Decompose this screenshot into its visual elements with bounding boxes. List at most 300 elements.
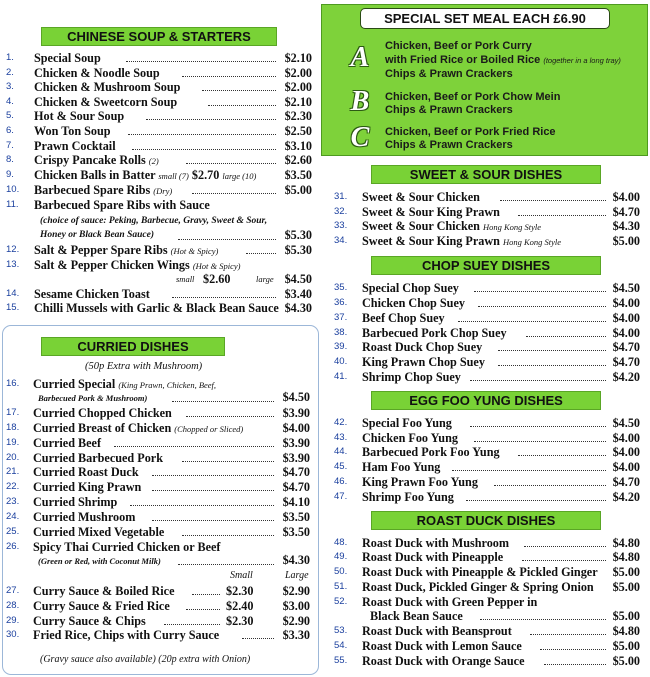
menu-item [6, 287, 312, 301]
item-name-text: Curried Special [33, 377, 116, 391]
item-name: Chicken & Mushroom Soup [34, 80, 181, 94]
menu-item [334, 326, 640, 340]
item-number: 24. [6, 511, 20, 522]
menu-item [334, 580, 640, 594]
item-name: Beef Chop Suey [362, 311, 445, 325]
item-number: 11. [6, 199, 19, 210]
item-number: 55. [334, 655, 348, 666]
menu-item [6, 465, 310, 479]
item-price: $4.50 [284, 272, 312, 286]
item-name: Spicy Thai Curried Chicken or Beef [33, 540, 221, 554]
menu-item [334, 340, 640, 354]
dot-leader [246, 253, 276, 254]
item-number: 48. [334, 537, 348, 548]
item-name: Ham Foo Yung [362, 460, 441, 474]
dot-leader [242, 638, 274, 639]
dot-leader [186, 163, 276, 164]
menu-item [6, 480, 310, 494]
menu-item [334, 311, 640, 325]
dot-leader [518, 455, 606, 456]
item-name [34, 183, 172, 198]
large-price: $3.00 [282, 599, 310, 613]
set-option-line: Chips & Prawn Crackers [385, 139, 513, 151]
item-price: $4.50 [612, 281, 640, 295]
item-price: $5.00 [612, 565, 640, 579]
menu-item [6, 51, 312, 65]
item-number: 31. [334, 191, 348, 202]
item-note: Hong Kong Style [482, 222, 542, 232]
item-note: Hong Kong Style [502, 237, 562, 247]
set-option-line [385, 54, 621, 67]
menu-item [6, 436, 310, 450]
menu-item [6, 540, 310, 570]
item-name-text: Sweet & Sour King Prawn [362, 234, 500, 248]
menu-item [6, 406, 310, 420]
item-name: Roast Duck with Mushroom [362, 536, 510, 550]
set-option-c-icon: C [350, 122, 370, 153]
menu-item [6, 258, 312, 288]
item-note: (King Prawn, Chicken, Beef, [118, 380, 217, 390]
menu-item [334, 190, 640, 204]
sweet-sour-header: SWEET & SOUR DISHES [371, 165, 601, 184]
item-number: 19. [6, 437, 20, 448]
small-size-note: small (7) [158, 171, 189, 181]
menu-item [334, 460, 640, 474]
dot-leader [192, 594, 220, 595]
item-number: 17. [6, 407, 20, 418]
item-name: Hot & Sour Soup [34, 109, 125, 123]
dot-leader [498, 350, 606, 351]
item-number: 12. [6, 244, 20, 255]
item-subtext: Honey or Black Bean Sauce) [40, 230, 154, 240]
dot-leader [474, 441, 606, 442]
item-number: 10. [6, 184, 20, 195]
item-number: 15. [6, 302, 20, 313]
large-price: $2.90 [282, 584, 310, 598]
item-name: Curry Sauce & Fried Rice [33, 599, 170, 613]
dot-leader [202, 90, 276, 91]
item-price: $2.10 [284, 51, 312, 65]
item-name: Curried King Prawn [33, 480, 142, 494]
item-price: $4.70 [282, 465, 310, 479]
item-price: $3.90 [282, 436, 310, 450]
roast-duck-header: ROAST DUCK DISHES [371, 511, 601, 530]
item-name: Roast Duck with Pineapple [362, 550, 504, 564]
item-price: $4.00 [612, 311, 640, 325]
item-number: 23. [6, 496, 20, 507]
set-option-note: (together in a long tray) [543, 56, 621, 65]
dot-leader [192, 193, 276, 194]
item-number: 43. [334, 432, 348, 443]
dot-leader [208, 105, 276, 106]
item-name: King Prawn Chop Suey [362, 355, 485, 369]
item-number: 36. [334, 297, 348, 308]
menu-item [6, 451, 310, 465]
item-number: 41. [334, 371, 348, 382]
menu-item [6, 599, 310, 613]
item-price: $2.30 [284, 109, 312, 123]
item-note: (Chopped or Sliced) [174, 424, 244, 434]
dot-leader [126, 61, 276, 62]
item-name: Roast Duck with Beansprout [362, 624, 512, 638]
item-name: King Prawn Foo Yung [362, 475, 478, 489]
item-number: 37. [334, 312, 348, 323]
item-name: Curried Barbecued Pork [33, 451, 163, 465]
item-name-text: Salt & Pepper Spare Ribs [34, 243, 168, 257]
item-number: 54. [334, 640, 348, 651]
menu-item [334, 219, 640, 233]
item-price: $4.00 [282, 421, 310, 435]
item-name: Curried Beef [33, 436, 102, 450]
menu-item [6, 198, 312, 244]
item-name-continued: Black Bean Sauce [370, 609, 463, 623]
item-note: (Hot & Spicy) [192, 261, 241, 271]
item-number: 40. [334, 356, 348, 367]
item-number: 28. [6, 600, 20, 611]
item-price: $5.30 [284, 243, 312, 257]
item-price: $4.70 [282, 480, 310, 494]
dot-leader [494, 485, 606, 486]
item-price: $3.90 [282, 451, 310, 465]
item-number: 5. [6, 110, 14, 121]
item-name [362, 219, 541, 234]
item-price: $3.90 [282, 406, 310, 420]
item-name: Curry Sauce & Boiled Rice [33, 584, 175, 598]
item-price: $5.30 [284, 228, 312, 242]
dot-leader [178, 564, 274, 565]
item-name: Roast Duck with Green Pepper in [362, 595, 538, 609]
item-number: 13. [6, 259, 20, 270]
item-name: Sesame Chicken Toast [34, 287, 150, 301]
item-price: $4.70 [612, 340, 640, 354]
item-price: $4.30 [612, 219, 640, 233]
dot-leader [186, 609, 220, 610]
item-name: Roast Duck with Lemon Sauce [362, 639, 522, 653]
item-number: 39. [334, 341, 348, 352]
item-number: 26. [6, 541, 20, 552]
item-price: $4.00 [612, 190, 640, 204]
item-name: Chicken Chop Suey [362, 296, 465, 310]
dot-leader [164, 624, 220, 625]
item-name: Sweet & Sour Chicken [362, 190, 480, 204]
menu-item [6, 139, 312, 153]
item-price: $3.10 [284, 139, 312, 153]
dot-leader [172, 297, 276, 298]
item-price: $4.00 [612, 431, 640, 445]
item-number: 46. [334, 476, 348, 487]
menu-item [334, 355, 640, 369]
menu-item [6, 584, 310, 598]
item-number: 21. [6, 466, 20, 477]
menu-item [6, 153, 312, 167]
item-name: Special Soup [34, 51, 101, 65]
menu-item [334, 416, 640, 430]
chinese-soup-header: CHINESE SOUP & STARTERS [41, 27, 277, 46]
small-size-label: small [176, 274, 195, 284]
set-option-text: with Fried Rice or Boiled Rice [385, 54, 541, 66]
small-price: $2.40 [226, 599, 254, 613]
set-option-line: Chips & Prawn Crackers [385, 104, 513, 116]
item-price: $3.50 [282, 525, 310, 539]
item-number: 25. [6, 526, 20, 537]
item-name: Chilli Mussels with Garlic & Black Bean Sauce [34, 301, 279, 315]
small-price: $2.30 [226, 614, 254, 628]
item-name: Curried Mushroom [33, 510, 136, 524]
item-name: Curried Roast Duck [33, 465, 139, 479]
dot-leader [152, 475, 274, 476]
menu-item [334, 475, 640, 489]
item-number: 29. [6, 615, 20, 626]
item-number: 32. [334, 206, 348, 217]
dot-leader [132, 149, 276, 150]
dot-leader [152, 520, 274, 521]
large-size-note: large (10) [222, 171, 257, 181]
item-price: $5.00 [612, 609, 640, 623]
item-price: $2.00 [284, 80, 312, 94]
menu-item [334, 595, 640, 625]
item-name: Won Ton Soup [34, 124, 111, 138]
item-price: $4.20 [612, 490, 640, 504]
dot-leader [530, 634, 606, 635]
item-price: $4.00 [612, 296, 640, 310]
item-name: Sweet & Sour King Prawn [362, 205, 500, 219]
item-price: $5.00 [612, 639, 640, 653]
curried-footer-note: (Gravy sauce also available) (20p extra with Onion) [40, 654, 251, 665]
item-name: Roast Duck Chop Suey [362, 340, 483, 354]
dot-leader [128, 134, 276, 135]
item-name [33, 377, 216, 392]
menu-item [334, 431, 640, 445]
dot-leader [182, 535, 274, 536]
item-number: 49. [334, 551, 348, 562]
item-name: Roast Duck with Orange Sauce [362, 654, 525, 668]
item-name-text: Curried Breast of Chicken [33, 421, 172, 435]
item-name-text: Sweet & Sour Chicken [362, 219, 480, 233]
menu-item [6, 95, 312, 109]
menu-item [334, 624, 640, 638]
item-price: $4.80 [612, 624, 640, 638]
item-name [33, 421, 243, 436]
item-number: 22. [6, 481, 20, 492]
item-name-text: Salt & Pepper Chicken Wings [34, 258, 190, 272]
item-price: $4.80 [612, 550, 640, 564]
dot-leader [178, 239, 276, 240]
item-price: $5.00 [612, 654, 640, 668]
item-price: $3.50 [282, 510, 310, 524]
dot-leader [480, 619, 606, 620]
item-price: $2.00 [284, 66, 312, 80]
dot-leader [130, 505, 274, 506]
dot-leader [544, 664, 606, 665]
item-price: $4.70 [612, 355, 640, 369]
set-option-line: Chicken, Beef or Pork Fried Rice [385, 126, 556, 138]
item-subtext: Barbecued Pork & Mushroom) [38, 393, 148, 403]
dot-leader [152, 490, 274, 491]
egg-foo-yung-header: EGG FOO YUNG DISHES [371, 391, 601, 410]
item-number: 38. [334, 327, 348, 338]
menu-item [334, 565, 640, 579]
item-number: 8. [6, 154, 14, 165]
menu-item [6, 109, 312, 123]
item-number: 51. [334, 581, 348, 592]
item-price: $2.10 [284, 95, 312, 109]
item-number: 18. [6, 422, 20, 433]
item-name: Barbecued Pork Chop Suey [362, 326, 507, 340]
dot-leader [470, 426, 606, 427]
item-subtext: (choice of sauce: Peking, Barbecue, Gravy, Sweet & Sour, [40, 216, 268, 226]
dot-leader [540, 649, 606, 650]
item-number: 20. [6, 452, 20, 463]
set-option-line: Chicken, Beef or Pork Curry [385, 40, 532, 52]
menu-item [334, 370, 640, 384]
item-number: 30. [6, 629, 20, 640]
item-number: 33. [334, 220, 348, 231]
item-number: 27. [6, 585, 20, 596]
small-size-price: $2.60 [203, 272, 231, 286]
item-price: $4.20 [612, 370, 640, 384]
item-price: $4.10 [282, 495, 310, 509]
menu-item [6, 168, 312, 182]
item-number: 16. [6, 378, 20, 389]
menu-item [334, 550, 640, 564]
dot-leader [186, 416, 274, 417]
item-number: 1. [6, 52, 14, 63]
item-number: 7. [6, 140, 14, 151]
dot-leader [458, 321, 606, 322]
item-name [34, 243, 218, 258]
curried-dishes-header: CURRIED DISHES [41, 337, 225, 356]
dot-leader [500, 200, 606, 201]
curried-subtitle: (50p Extra with Mushroom) [85, 361, 203, 372]
item-price: $2.50 [284, 124, 312, 138]
menu-item [334, 536, 640, 550]
item-name: Curried Shrimp [33, 495, 118, 509]
item-number: 9. [6, 169, 14, 180]
menu-item [6, 377, 310, 407]
item-name-text: Chicken Balls in Batter [34, 168, 156, 182]
menu-item [6, 301, 312, 315]
item-price: $5.00 [284, 183, 312, 197]
large-price: $2.90 [282, 614, 310, 628]
menu-item [6, 183, 312, 197]
item-name: Fried Rice, Chips with Curry Sauce [33, 628, 220, 642]
menu-item [334, 490, 640, 504]
item-price: $5.00 [612, 580, 640, 594]
menu-item [6, 510, 310, 524]
item-price: $4.70 [612, 205, 640, 219]
item-number: 6. [6, 125, 14, 136]
item-name-text: Barbecued Spare Ribs [34, 183, 151, 197]
item-price: $4.80 [612, 536, 640, 550]
dot-leader [114, 446, 274, 447]
item-name: Roast Duck, Pickled Ginger & Spring Onion [362, 580, 594, 594]
menu-item [6, 80, 312, 94]
item-number: 2. [6, 67, 14, 78]
item-price: $5.00 [612, 234, 640, 248]
dot-leader [518, 215, 606, 216]
large-price: $3.30 [282, 628, 310, 642]
item-name: Curried Chopped Chicken [33, 406, 172, 420]
menu-item [6, 66, 312, 80]
set-option-b-icon: B [350, 86, 370, 117]
item-number: 42. [334, 417, 348, 428]
dot-leader [478, 306, 606, 307]
item-price: $4.50 [282, 390, 310, 404]
item-number: 34. [334, 235, 348, 246]
item-name: Special Foo Yung [362, 416, 452, 430]
small-column-label: Small [230, 570, 253, 581]
item-number: 14. [6, 288, 20, 299]
item-name: Special Chop Suey [362, 281, 459, 295]
menu-item [6, 614, 310, 628]
dot-leader [524, 546, 606, 547]
set-meal-title: SPECIAL SET MEAL EACH £6.90 [360, 8, 610, 29]
item-price: $3.50 [284, 168, 312, 182]
item-number: 3. [6, 81, 14, 92]
item-name: Chicken & Noodle Soup [34, 66, 160, 80]
large-column-label: Large [285, 570, 309, 581]
item-number: 35. [334, 282, 348, 293]
menu-item [6, 628, 310, 642]
item-name: Chicken Foo Yung [362, 431, 458, 445]
dot-leader [526, 336, 606, 337]
menu-item [334, 296, 640, 310]
dot-leader [182, 76, 276, 77]
dot-leader [172, 401, 274, 402]
item-name [362, 234, 561, 249]
item-name: Barbecued Spare Ribs with Sauce [34, 198, 210, 212]
item-note: (Hot & Spicy) [170, 246, 219, 256]
item-name: Shrimp Foo Yung [362, 490, 454, 504]
menu-item [334, 234, 640, 248]
item-subtext: (Green or Red, with Coconut Milk) [38, 556, 161, 566]
item-name: Chicken & Sweetcorn Soup [34, 95, 178, 109]
item-number: 44. [334, 446, 348, 457]
menu-item [6, 124, 312, 138]
dot-leader [474, 291, 606, 292]
menu-item [6, 421, 310, 435]
item-number: 4. [6, 96, 14, 107]
menu-item [334, 205, 640, 219]
menu-item [6, 243, 312, 257]
item-name: Curried Mixed Vegetable [33, 525, 165, 539]
set-option-a-icon: A [350, 42, 370, 73]
item-price: $4.70 [612, 475, 640, 489]
large-size-label: large [256, 274, 274, 284]
item-price: $4.30 [284, 301, 312, 315]
dot-leader [146, 119, 276, 120]
item-name: Shrimp Chop Suey [362, 370, 461, 384]
item-price: $4.00 [612, 326, 640, 340]
menu-item [334, 639, 640, 653]
dot-leader [498, 365, 606, 366]
item-name: Roast Duck with Pineapple & Pickled Ginger [362, 565, 598, 579]
menu-item [334, 445, 640, 459]
dot-leader [452, 470, 606, 471]
item-price: $4.00 [612, 460, 640, 474]
set-meal-panel [321, 4, 648, 156]
item-name [34, 258, 241, 273]
item-price: $4.50 [612, 416, 640, 430]
menu-item [334, 281, 640, 295]
item-number: 47. [334, 491, 348, 502]
item-price: $4.00 [612, 445, 640, 459]
menu-item [6, 525, 310, 539]
item-number: 53. [334, 625, 348, 636]
item-number: 50. [334, 566, 348, 577]
item-price: $2.60 [284, 153, 312, 167]
item-name: Curry Sauce & Chips [33, 614, 146, 628]
